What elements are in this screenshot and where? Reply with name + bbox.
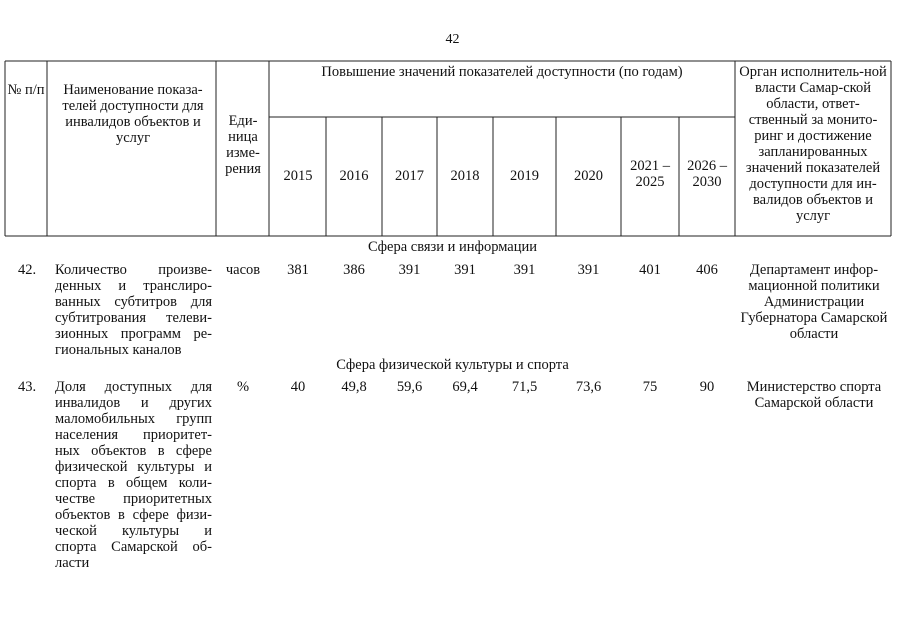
row-organ: Министерство спорта Самарской области (746, 379, 882, 411)
row-name: Количество произве-денных и транслиро-ванных субтитров для субтитрования телеви-зионных программ ре-гиональных каналов (55, 262, 212, 358)
header-year: 2016 (339, 168, 369, 184)
row-num: 43. (18, 379, 37, 395)
header-name: Наименование показа-телей доступности для инвалидов объектов и услуг (62, 82, 204, 146)
row-value: 381 (287, 262, 309, 278)
row-name: Доля доступных для инвалидов и других маломобильных групп населения приоритет-ных объектов в сфере физической культуры и спорта в общем коли-честве приоритетных объектов в сфере физи-ческой культуры и спорта Самарской об-ласти (55, 379, 212, 571)
row-num: 42. (18, 262, 37, 278)
header-year: 2015 (283, 168, 313, 184)
row-unit: % (236, 379, 250, 395)
row-value: 75 (642, 379, 658, 395)
header-num: № п/п (7, 82, 45, 98)
row-value: 406 (696, 262, 718, 278)
row-value: 391 (513, 262, 536, 278)
row-value: 391 (577, 262, 600, 278)
row-value: 391 (454, 262, 476, 278)
row-value: 59,6 (396, 379, 423, 395)
row-value: 69,4 (452, 379, 478, 395)
header-year: 2021 – 2025 (630, 158, 670, 190)
row-value: 391 (398, 262, 421, 278)
row-value: 90 (699, 379, 715, 395)
row-value: 40 (290, 379, 306, 395)
row-value: 71,5 (511, 379, 538, 395)
row-value: 386 (343, 262, 365, 278)
section-title: Сфера связи и информации (367, 239, 538, 255)
row-unit: часов (225, 262, 261, 278)
page-number: 42 (445, 32, 460, 47)
header-year: 2018 (450, 168, 480, 184)
header-organ: Орган исполнитель-ной власти Самар-ской области, ответ-ственный за монито-ринг и достижение запланированных значений показателей доступности для ин-валидов объектов и услуг (739, 64, 887, 224)
header-unit: Еди-ница изме-рения (225, 113, 261, 177)
row-organ: Департамент инфор-мационной политики Администрации Губернатора Самарской области (740, 262, 888, 342)
header-year: 2020 (574, 168, 603, 184)
row-value: 401 (639, 262, 661, 278)
header-year: 2019 (510, 168, 539, 184)
row-value: 49,8 (341, 379, 367, 395)
header-increase: Повышение значений показателей доступности (по годам) (321, 64, 683, 80)
row-value: 73,6 (575, 379, 602, 395)
header-year: 2017 (395, 168, 424, 184)
header-year: 2026 – 2030 (687, 158, 727, 190)
section-title: Сфера физической культуры и спорта (336, 357, 569, 373)
